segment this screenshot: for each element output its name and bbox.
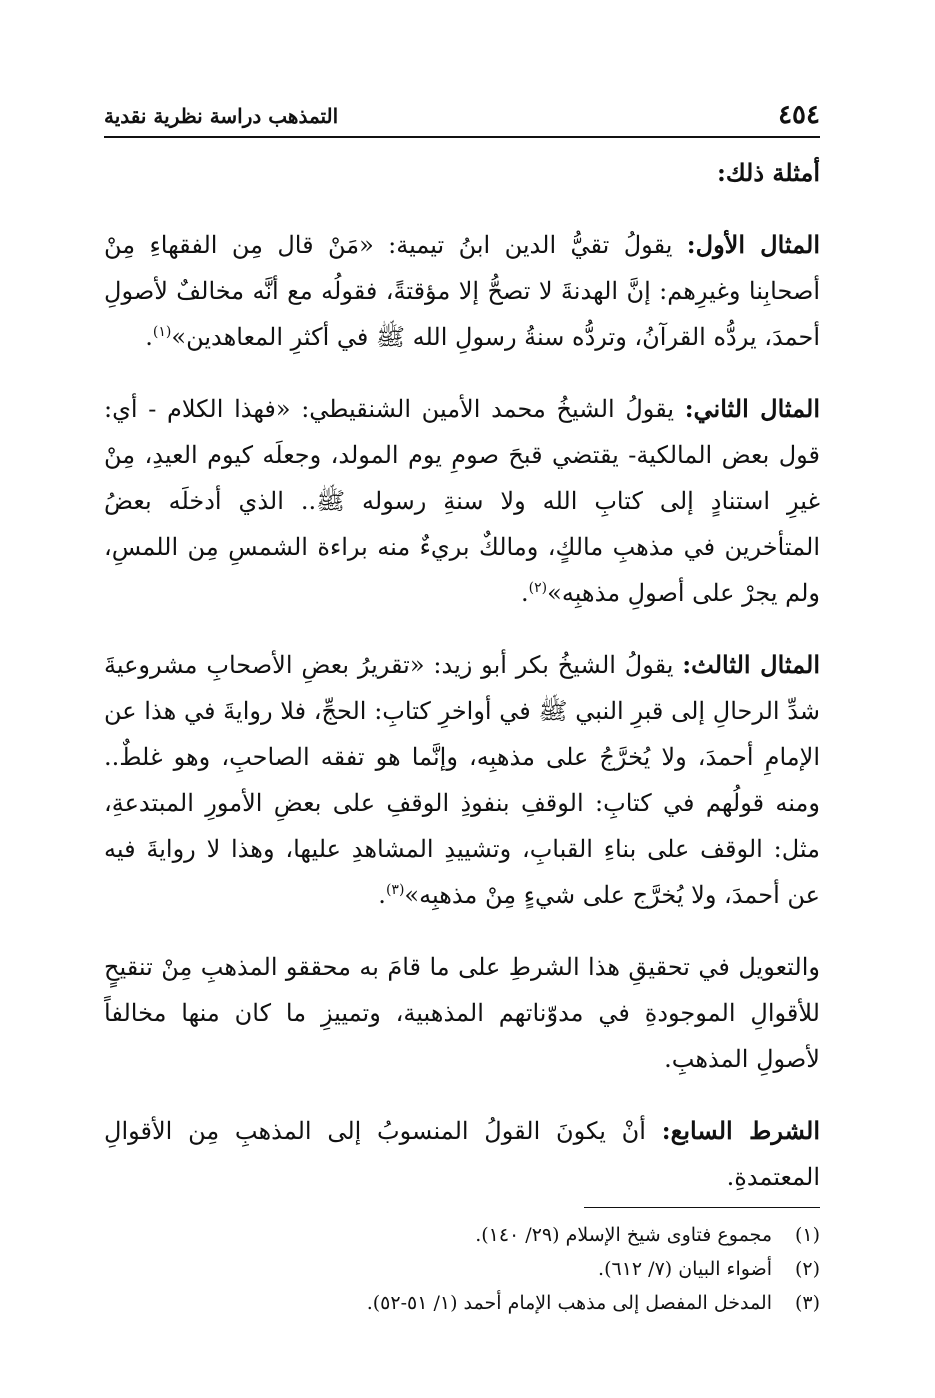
section-heading <box>104 150 820 196</box>
condition-7-paragraph <box>104 1108 820 1200</box>
reliance-paragraph: والتعويل في تحقيقِ هذا الشرطِ على ما قامَ به محققو المذهبِ مِنْ تنقيحٍ للأقوالِ الموجودةِ في مدوّناتهم المذهبية، وتمييزِ ما كان منها مخالفاً لأصولِ المذهبِ. <box>104 953 820 1073</box>
running-title: التمذهب دراسة نظرية نقدية <box>104 104 339 128</box>
footnote-item <box>104 1252 820 1286</box>
footnote-divider <box>584 1207 820 1208</box>
footnote-number: (٢) <box>794 1258 820 1280</box>
example-3-lead: المثال الثالث: <box>682 650 820 679</box>
example-3-paragraph: المثال الثالث: يقولُ الشيخُ بكر أبو زيد: «تقريرُ بعضِ الأصحابِ مشروعيةَ شدِّ الرحالِ إلى قبرِ النبي ﷺ في أواخرِ كتابِ: الحجِّ، فلا روايةَ في هذا عن الإمامِ أحمدَ، ولا يُخرَّجُ على مذهبِه، وإنَّما هو تفقه الصاحبِ، وهو غلطٌ.. ومنه قولُهم في كتابِ: الوقفِ بنفوذِ الوقفِ على بعضِ الأمورِ المبتدعةِ، مثل: الوقف على بناءِ القبابِ، وتشييدِ المشاهدِ عليها، وهذا لا روايةَ فيه عن أحمدَ، ولا يُخرَّج على شيءٍ مِنْ مذهبِه»$^{(٣)}$. <box>104 650 821 909</box>
main-text <box>104 150 820 1226</box>
condition-7-text: أنْ يكونَ القولُ المنسوبُ إلى المذهبِ مِن الأقوالِ المعتمدةِ. <box>104 1117 820 1191</box>
footnotes <box>104 1218 820 1320</box>
page-header <box>104 92 820 138</box>
footnote-text: أضواء البيان (٧/ ٦١٢). <box>598 1258 772 1280</box>
footnote-text: مجموع فتاوى شيخ الإسلام (٢٩/ ١٤٠). <box>475 1224 772 1246</box>
footnote-number: (١) <box>794 1224 820 1246</box>
footnote-ref-3: (٣) <box>385 882 405 898</box>
footnote-item <box>104 1286 820 1320</box>
examples-heading: أمثلة ذلك: <box>716 158 820 187</box>
footnote-number: (٣) <box>794 1292 820 1314</box>
example-1-paragraph: المثال الأول: يقولُ تقيُّ الدين ابنُ تيمية: «مَنْ قال مِن الفقهاءِ مِنْ أصحابِنا وغيرِهم: إنَّ الهدنةَ لا تصحُّ إلا مؤقتةً، فقولُه مع أنَّه مخالفٌ لأصولِ أحمدَ، يردُّه القرآنُ، وتردُّه سنةُ رسولِ الله ﷺ في أكثرِ المعاهدين»$^{(١)}$. <box>104 230 820 351</box>
footnote-ref-2: (٢) <box>528 580 548 596</box>
example-1-lead: المثال الأول: <box>686 230 820 259</box>
footnote-text: المدخل المفصل إلى مذهب الإمام أحمد (١/ ٥١-٥٢). <box>366 1292 772 1314</box>
example-2-text: يقولُ الشيخُ محمد الأمين الشنقيطي: «فهذا الكلام - أي: قول بعض المالكية- يقتضي قبحَ صومِ يوم المولد، وجعلَه كيوم العيدِ، مِنْ غيرِ استنادٍ إلى كتابِ الله ولا سنةِ رسوله ﷺ.. الذي أدخلَه بعضُ المتأخرين في مذهبِ مالكٍ، ومالكٌ بريءٌ منه براءة الشمسِ مِن اللمسِ، ولم يجرْ على أصولِ مذهبِه» <box>104 395 820 607</box>
example-2-paragraph: المثال الثاني: يقولُ الشيخُ محمد الأمين الشنقيطي: «فهذا الكلام - أي: قول بعض المالكية- يقتضي قبحَ صومِ يوم المولد، وجعلَه كيوم العيدِ، مِنْ غيرِ استنادٍ إلى كتابِ الله ولا سنةِ رسوله ﷺ.. الذي أدخلَه بعضُ المتأخرين في مذهبِ مالكٍ، ومالكٌ بريءٌ منه براءة الشمسِ مِن اللمسِ، ولم يجرْ على أصولِ مذهبِه»$^{(٢)}$. <box>104 394 821 607</box>
example-3-text: يقولُ الشيخُ بكر أبو زيد: «تقريرُ بعضِ الأصحابِ مشروعيةَ شدِّ الرحالِ إلى قبرِ النبي ﷺ في أواخرِ كتابِ: الحجِّ، فلا روايةَ في هذا عن الإمامِ أحمدَ، ولا يُخرَّجُ على مذهبِه، وإنَّما هو تفقه الصاحبِ، وهو غلطٌ.. ومنه قولُهم في كتابِ: الوقفِ بنفوذِ الوقفِ على بعضِ الأمورِ المبتدعةِ، مثل: الوقف على بناءِ القبابِ، وتشييدِ المشاهدِ عليها، وهذا لا روايةَ فيه عن أحمدَ، ولا يُخرَّج على شيءٍ مِنْ مذهبِه» <box>104 651 821 909</box>
example-1-text: يقولُ تقيُّ الدين ابنُ تيمية: «مَنْ قال مِن الفقهاءِ مِنْ أصحابِنا وغيرِهم: إنَّ الهدنةَ لا تصحُّ إلا مؤقتةً، فقولُه مع أنَّه مخالفٌ لأصولِ أحمدَ، يردُّه القرآنُ، وتردُّه سنةُ رسولِ الله ﷺ في أكثرِ المعاهدين» <box>104 231 820 351</box>
footnote-item <box>104 1218 820 1252</box>
page-number: ٤٥٤ <box>778 100 820 130</box>
example-2-lead: المثال الثاني: <box>684 394 821 423</box>
condition-7-lead: الشرط السابع: <box>661 1116 821 1145</box>
footnote-ref-1: (١) <box>152 324 172 340</box>
